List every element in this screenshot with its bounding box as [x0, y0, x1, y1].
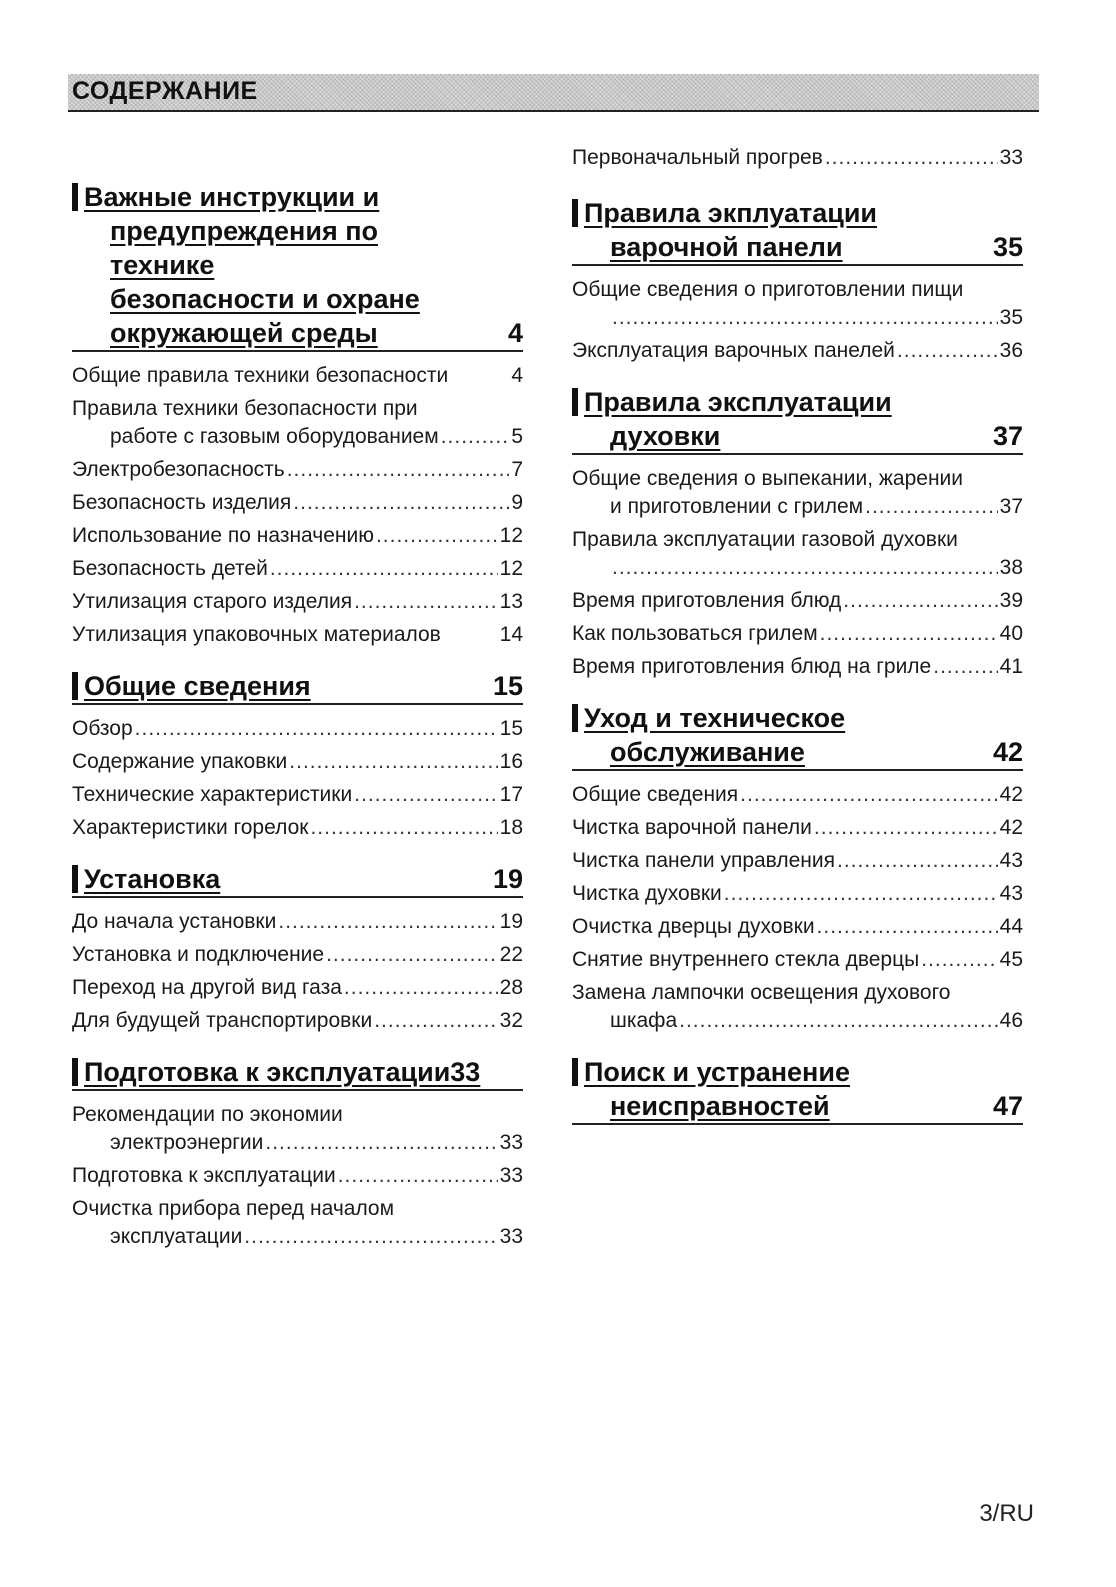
toc-entry-page: 22 — [499, 943, 523, 966]
toc-entry-page: 46 — [999, 1009, 1023, 1032]
toc-entry-row — [572, 1007, 1023, 1035]
toc-entry-page: 43 — [999, 882, 1023, 905]
toc-entry — [72, 395, 523, 451]
section-number: 6 — [572, 388, 578, 416]
section-title-line: Важные инструкции и — [84, 182, 380, 212]
toc-entry-row — [72, 1007, 523, 1035]
toc-entry-text: и приготовлении с грилем — [610, 495, 864, 518]
section-title-line: Уход и техническое — [584, 703, 846, 733]
toc-title: СОДЕРЖАНИЕ — [72, 77, 258, 105]
toc-section — [37, 1055, 523, 1251]
toc-entry — [572, 526, 1023, 582]
dot-leader — [338, 1162, 498, 1190]
dot-leader — [376, 522, 498, 550]
section-title-line: Правила эксплуатации — [584, 387, 892, 417]
section-title-line: безопасности и охране — [110, 284, 420, 314]
dot-leader — [740, 781, 997, 809]
toc-entry — [72, 1162, 523, 1190]
toc-entry — [72, 489, 523, 517]
dot-leader — [326, 941, 498, 969]
toc-entry — [72, 555, 523, 583]
section-number: 4 — [72, 1058, 78, 1086]
toc-entry — [72, 908, 523, 936]
toc-header-bar — [68, 74, 1039, 112]
toc-entry-text: электроэнергии — [110, 1131, 264, 1154]
toc-entry-text: работе с газовым оборудованием — [110, 425, 439, 448]
toc-entry — [572, 946, 1023, 974]
toc-entry — [72, 1101, 523, 1157]
section-title-line: неисправностей — [610, 1091, 830, 1121]
toc-entry-text: Как пользоваться грилем — [572, 622, 818, 645]
toc-entry-page: 43 — [999, 849, 1023, 872]
toc-entry — [72, 781, 523, 809]
toc-entry-page: 44 — [999, 915, 1023, 938]
toc-entry — [572, 276, 1023, 332]
toc-entry — [72, 715, 523, 743]
toc-entry-row — [572, 913, 1023, 941]
toc-entry-row — [572, 144, 1023, 172]
toc-entry-row — [72, 814, 523, 842]
section-title-line: обслуживание — [610, 737, 805, 767]
toc-entry-text: Использование по назначению — [72, 524, 374, 547]
toc-entry-text: Правила техники безопасности при — [72, 397, 418, 420]
toc-entry-page: 42 — [999, 783, 1023, 806]
toc-entry-text: Чистка варочной панели — [572, 816, 812, 839]
toc-column-left — [37, 180, 523, 1271]
toc-entry-page: 33 — [499, 1131, 523, 1154]
dot-leader — [825, 144, 998, 172]
section-page: 47 — [992, 1091, 1023, 1121]
toc-entry-text: Правила эксплуатации газовой духовки — [572, 528, 958, 551]
toc-entry-text: шкафа — [610, 1009, 678, 1032]
dot-leader — [865, 493, 998, 521]
toc-entry-row — [72, 781, 523, 809]
toc-entry-page: 37 — [999, 495, 1023, 518]
toc-entry-text: Общие сведения о выпекании, жарении — [572, 467, 964, 490]
section-page: 4 — [507, 318, 523, 348]
toc-entry-text: Общие сведения о приготовлении пищи — [572, 278, 964, 301]
toc-section — [37, 669, 523, 842]
toc-entry — [572, 979, 1023, 1035]
toc-entry-text: Характеристики горелок — [72, 816, 309, 839]
toc-section — [537, 701, 1023, 1035]
toc-entry-page: 5 — [511, 425, 523, 448]
toc-entry-page: 39 — [999, 589, 1023, 612]
toc-entry-page: 33 — [499, 1164, 523, 1187]
section-title-line: предупреждения по технике — [110, 216, 379, 280]
dot-leader — [289, 748, 497, 776]
section-heading-text — [537, 385, 981, 453]
toc-entry — [572, 337, 1023, 365]
toc-entry — [72, 1195, 523, 1251]
section-heading — [37, 1055, 523, 1091]
dot-leader — [270, 555, 498, 583]
toc-entry-row — [572, 814, 1023, 842]
toc-entry-row — [72, 456, 523, 484]
toc-entry — [72, 362, 523, 390]
dot-leader — [293, 489, 509, 517]
section-title-line: окружающей среды — [110, 318, 378, 348]
toc-entry-page: 7 — [511, 458, 523, 481]
toc-entry-text: Время приготовления блюд — [572, 589, 842, 612]
toc-entry-text: Безопасность детей — [72, 557, 268, 580]
section-heading-text — [37, 1055, 523, 1089]
toc-entry-page: 28 — [499, 976, 523, 999]
toc-entry-text: Электробезопасность — [72, 458, 285, 481]
toc-entry — [72, 974, 523, 1002]
section-number: 5 — [572, 199, 578, 227]
toc-entry-page: 45 — [999, 948, 1023, 971]
section-title-line: варочной панели — [610, 232, 843, 262]
dot-leader — [612, 554, 998, 582]
section-page: 15 — [492, 671, 523, 701]
toc-entry — [72, 621, 523, 649]
section-page: 19 — [492, 864, 523, 894]
toc-entry — [72, 814, 523, 842]
section-title-line: Общие сведения — [84, 671, 311, 701]
section-heading-text — [37, 862, 481, 896]
toc-entry-row — [72, 1223, 523, 1251]
toc-entry — [572, 880, 1023, 908]
toc-entry-page: 19 — [499, 910, 523, 933]
toc-entry-text: Рекомендации по экономии — [72, 1103, 343, 1126]
toc-entry-page: 12 — [499, 557, 523, 580]
toc-entry-page: 38 — [999, 556, 1023, 579]
toc-entry-text: Подготовка к эксплуатации — [72, 1164, 336, 1187]
dot-leader — [244, 1223, 497, 1251]
toc-entry-text: Установка и подключение — [72, 943, 325, 966]
toc-section — [537, 196, 1023, 365]
toc-entry-page: 17 — [499, 783, 523, 806]
toc-entry-text: Переход на другой вид газа — [72, 976, 342, 999]
toc-entry-row — [72, 522, 523, 550]
toc-entry-row — [72, 1162, 523, 1190]
section-heading — [537, 196, 1023, 266]
section-title-line: Установка — [84, 864, 221, 894]
toc-entry-page: 36 — [999, 339, 1023, 362]
dot-leader — [344, 974, 498, 1002]
section-number: 2 — [72, 672, 78, 700]
section-heading — [37, 180, 523, 352]
toc-entry-page: 14 — [499, 623, 523, 646]
toc-entry-text: Первоначальный прогрев — [572, 146, 823, 169]
toc-entry-page: 15 — [499, 717, 523, 740]
toc-section — [537, 1055, 1023, 1125]
section-page: 35 — [992, 232, 1023, 262]
toc-column-right — [537, 144, 1023, 1145]
toc-entry-text: Чистка духовки — [572, 882, 722, 905]
toc-entry-text: Эксплуатация варочных панелей — [572, 339, 895, 362]
toc-entry-page: 41 — [999, 655, 1023, 678]
toc-entry-row — [572, 304, 1023, 332]
toc-entry-row — [572, 880, 1023, 908]
section-heading — [537, 1055, 1023, 1125]
toc-entry-page: 33 — [499, 1225, 523, 1248]
toc-entry-text: Чистка панели управления — [572, 849, 835, 872]
toc-entry-row — [572, 781, 1023, 809]
dot-leader — [441, 423, 510, 451]
section-heading — [37, 669, 523, 705]
toc-entry-text: эксплуатации — [110, 1225, 243, 1248]
toc-entry — [572, 781, 1023, 809]
section-number: 3 — [72, 865, 78, 893]
toc-entry-text: До начала установки — [72, 910, 277, 933]
toc-entry-row — [72, 588, 523, 616]
toc-entry-text: Утилизация упаковочных материалов — [72, 623, 441, 646]
toc-entry-row — [572, 620, 1023, 648]
dot-leader — [265, 1129, 497, 1157]
toc-entry-row — [572, 847, 1023, 875]
toc-entry — [572, 144, 1023, 172]
toc-entry-row — [72, 555, 523, 583]
dot-leader — [933, 653, 997, 681]
toc-entry-text: Для будущей транспортировки — [72, 1009, 373, 1032]
section-number: 1 — [72, 183, 78, 211]
toc-section — [572, 144, 1023, 172]
section-heading-text — [37, 180, 481, 350]
dot-leader — [354, 588, 498, 616]
dot-leader — [278, 908, 497, 936]
section-title-line: Правила экплуатации — [584, 198, 878, 228]
dot-leader — [612, 304, 998, 332]
toc-entry-row — [572, 337, 1023, 365]
dot-leader — [814, 814, 998, 842]
section-page: 42 — [992, 737, 1023, 767]
dot-leader — [287, 456, 510, 484]
dot-leader — [724, 880, 998, 908]
toc-entry — [72, 941, 523, 969]
toc-entry-row — [572, 946, 1023, 974]
toc-entry — [572, 465, 1023, 521]
toc-section — [37, 862, 523, 1035]
toc-entry — [572, 913, 1023, 941]
section-number: 7 — [572, 704, 578, 732]
dot-leader — [837, 847, 998, 875]
dot-leader — [310, 814, 497, 842]
toc-entry-page: 9 — [511, 491, 523, 514]
toc-entry-text: Замена лампочки освещения духового — [572, 981, 951, 1004]
toc-entry — [72, 456, 523, 484]
toc-entry-row — [72, 621, 523, 649]
toc-entry-text: Время приготовления блюд на гриле — [572, 655, 932, 678]
toc-entry-text: Снятие внутреннего стекла дверцы — [572, 948, 920, 971]
toc-entry-row — [72, 941, 523, 969]
toc-entry-text: Технические характеристики — [72, 783, 353, 806]
toc-entry-row — [572, 493, 1023, 521]
toc-entry-page: 35 — [999, 306, 1023, 329]
section-heading — [537, 385, 1023, 455]
section-heading-text — [537, 196, 981, 264]
dot-leader — [679, 1007, 998, 1035]
section-heading-text — [537, 1055, 981, 1123]
toc-section — [37, 180, 523, 649]
toc-entry-text: Утилизация старого изделия — [72, 590, 353, 613]
toc-entry-page: 4 — [511, 364, 523, 387]
toc-entry-row — [72, 423, 523, 451]
toc-entry-row — [572, 587, 1023, 615]
toc-entry-page: 18 — [499, 816, 523, 839]
toc-entry-row — [72, 489, 523, 517]
toc-entry-page: 40 — [999, 622, 1023, 645]
toc-entry-text: Содержание упаковки — [72, 750, 288, 773]
toc-entry-page: 12 — [499, 524, 523, 547]
toc-entry-row — [72, 715, 523, 743]
dot-leader — [921, 946, 997, 974]
section-number: 8 — [572, 1058, 578, 1086]
toc-entry-page: 42 — [999, 816, 1023, 839]
toc-entry — [572, 814, 1023, 842]
toc-entry — [572, 587, 1023, 615]
toc-entry-text: Общие правила техники безопасности — [72, 364, 449, 387]
section-title-line: Подготовка к эксплуатации33 — [84, 1057, 481, 1087]
toc-entry-text: Безопасность изделия — [72, 491, 292, 514]
toc-entry-page: 32 — [499, 1009, 523, 1032]
toc-entry-text: Очистка прибора перед началом — [72, 1197, 395, 1220]
toc-entry-page: 13 — [499, 590, 523, 613]
section-title-line: Поиск и устранение — [584, 1057, 850, 1087]
toc-entry-row — [72, 908, 523, 936]
toc-entry-row — [572, 554, 1023, 582]
toc-entry-row — [72, 748, 523, 776]
toc-entry — [72, 588, 523, 616]
toc-entry — [72, 522, 523, 550]
dot-leader — [843, 587, 997, 615]
toc-entry-text: Очистка дверцы духовки — [572, 915, 815, 938]
toc-entry-text: Обзор — [72, 717, 133, 740]
section-title-line: духовки — [610, 421, 721, 451]
dot-leader — [817, 913, 998, 941]
dot-leader — [374, 1007, 497, 1035]
toc-entry — [572, 653, 1023, 681]
dot-leader — [354, 781, 497, 809]
toc-section — [537, 385, 1023, 681]
toc-entry-row — [72, 1129, 523, 1157]
section-page: 37 — [992, 421, 1023, 451]
section-heading — [537, 701, 1023, 771]
dot-leader — [820, 620, 998, 648]
toc-entry — [572, 847, 1023, 875]
toc-entry — [572, 620, 1023, 648]
toc-entry-row — [72, 974, 523, 1002]
toc-entry — [72, 748, 523, 776]
toc-entry-page: 16 — [499, 750, 523, 773]
toc-entry-row — [572, 653, 1023, 681]
dot-leader — [135, 715, 498, 743]
toc-entry-text: Общие сведения — [572, 783, 739, 806]
toc-entry-row — [72, 362, 523, 390]
section-heading-text — [537, 701, 981, 769]
toc-entry — [72, 1007, 523, 1035]
page-number: 3/RU — [979, 1500, 1034, 1527]
section-heading-text — [37, 669, 481, 703]
dot-leader — [897, 337, 998, 365]
toc-entry-page: 33 — [999, 146, 1023, 169]
section-heading — [37, 862, 523, 898]
